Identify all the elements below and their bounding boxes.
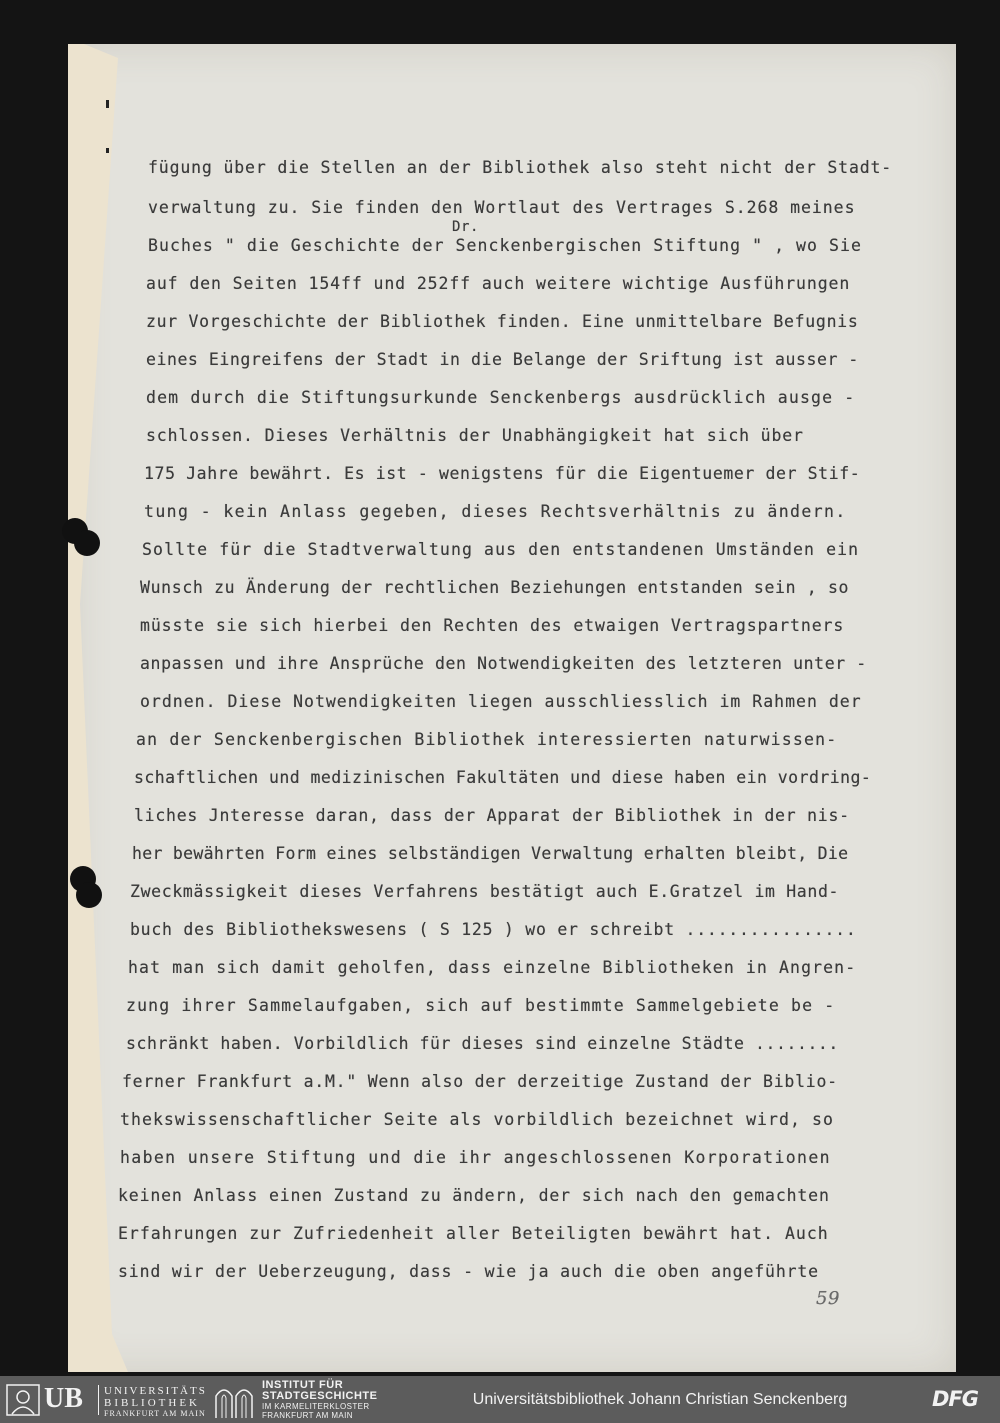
footer-bar xyxy=(0,1376,1000,1423)
text-line: Wunsch zu Änderung der rechtlichen Beziehungen entstanden sein , so xyxy=(140,578,850,597)
isg-name xyxy=(262,1380,377,1420)
text-line: schränkt haben. Vorbildlich für dieses sind einzelne Städte ........ xyxy=(126,1034,839,1053)
text-line: liches Jnteresse daran, dass der Apparat der Bibliothek in der nis- xyxy=(134,806,850,825)
ub-line: UNIVERSITÄTS xyxy=(104,1385,207,1397)
isg-line: FRANKFURT AM MAIN xyxy=(262,1411,353,1420)
arches-icon xyxy=(214,1382,256,1418)
ub-line: BIBLIOTHEK xyxy=(104,1397,200,1409)
text-line: tung - kein Anlass gegeben, dieses Rechtsverhältnis zu ändern. xyxy=(144,502,847,521)
text-line: Sollte für die Stadtverwaltung aus den entstandenen Umständen ein xyxy=(142,540,860,559)
ub-line: FRANKFURT AM MAIN xyxy=(104,1409,206,1418)
handwritten-insertion: Dr. xyxy=(452,219,480,235)
library-name: Universitätsbibliothek Johann Christian Senckenberg xyxy=(472,1391,848,1408)
isg-line: STADTGESCHICHTE xyxy=(262,1390,378,1402)
text-line: schlossen. Dieses Verhältnis der Unabhängigkeit hat sich über xyxy=(146,426,804,445)
text-line: dem durch die Stiftungsurkunde Senckenbergs ausdrücklich ausge - xyxy=(146,388,856,407)
text-line: Erfahrungen zur Zufriedenheit aller Beteiligten bewährt hat. Auch xyxy=(118,1224,829,1243)
text-line: müsste sie sich hierbei den Rechten des etwaigen Vertragspartners xyxy=(140,616,845,635)
margin-mark xyxy=(106,148,109,153)
text-line: buch des Bibliothekswesens ( S 125 ) wo er schreibt ................ xyxy=(130,920,857,939)
text-line: ferner Frankfurt a.M." Wenn also der derzeitige Zustand der Biblio- xyxy=(122,1072,838,1091)
ub-logo-block[interactable] xyxy=(4,1376,207,1423)
text-line: 175 Jahre bewährt. Es ist - wenigstens für die Eigentuemer der Stif- xyxy=(144,464,861,483)
text-line: Zweckmässigkeit dieses Verfahrens bestätigt auch E.Gratzel im Hand- xyxy=(130,882,840,901)
divider xyxy=(98,1385,99,1415)
text-line: anpassen und ihre Ansprüche den Notwendigkeiten des letzteren unter - xyxy=(140,654,867,673)
ub-logo-text: UB xyxy=(44,1383,83,1414)
text-line: thekswissenschaftlicher Seite als vorbildlich bezeichnet wird, so xyxy=(120,1110,834,1129)
text-line: zur Vorgeschichte der Bibliothek finden. Eine unmittelbare Befugnis xyxy=(146,312,859,331)
text-line: zung ihrer Sammelaufgaben, sich auf bestimmte Sammelgebiete be - xyxy=(126,996,836,1015)
text-line: ordnen. Diese Notwendigkeiten liegen ausschliesslich im Rahmen der xyxy=(140,692,862,711)
text-line: her bewährten Form eines selbständigen Verwaltung erhalten bleibt, Die xyxy=(132,844,849,863)
text-line: auf den Seiten 154ff und 252ff auch weitere wichtige Ausführungen xyxy=(146,274,851,293)
text-line: fügung über die Stellen an der Bibliothek also steht nicht der Stadt- xyxy=(148,158,893,177)
text-line: haben unsere Stiftung und die ihr angeschlossenen Korporationen xyxy=(120,1148,831,1167)
isg-logo-block[interactable] xyxy=(214,1376,404,1423)
portrait-icon xyxy=(6,1384,40,1416)
text-line: eines Eingreifens der Stadt in die Belange der Sriftung ist ausser - xyxy=(146,350,859,369)
isg-line: IM KARMELITERKLOSTER xyxy=(262,1402,370,1411)
text-line: sind wir der Ueberzeugung, dass - wie ja auch die oben angeführte xyxy=(118,1262,819,1281)
dfg-logo[interactable]: DFG xyxy=(932,1387,979,1411)
text-line: Buches " die Geschichte der Senckenbergischen Stiftung " , wo Sie xyxy=(148,236,862,255)
text-line: hat man sich damit geholfen, dass einzelne Bibliotheken in Angren- xyxy=(128,958,857,977)
text-line: an der Senckenbergischen Bibliothek interessierten naturwissen- xyxy=(136,730,838,749)
page-number: 59 xyxy=(816,1288,841,1309)
text-line: verwaltung zu. Sie finden den Wortlaut des Vertrages S.268 meines xyxy=(148,198,856,217)
margin-mark xyxy=(106,100,109,108)
text-line: keinen Anlass einen Zustand zu ändern, der sich nach den gemachten xyxy=(118,1186,830,1205)
isg-line: INSTITUT FÜR xyxy=(262,1379,344,1391)
ub-name xyxy=(104,1385,207,1418)
text-line: schaftlichen und medizinischen Fakultäten und diese haben ein vordring- xyxy=(134,768,872,787)
